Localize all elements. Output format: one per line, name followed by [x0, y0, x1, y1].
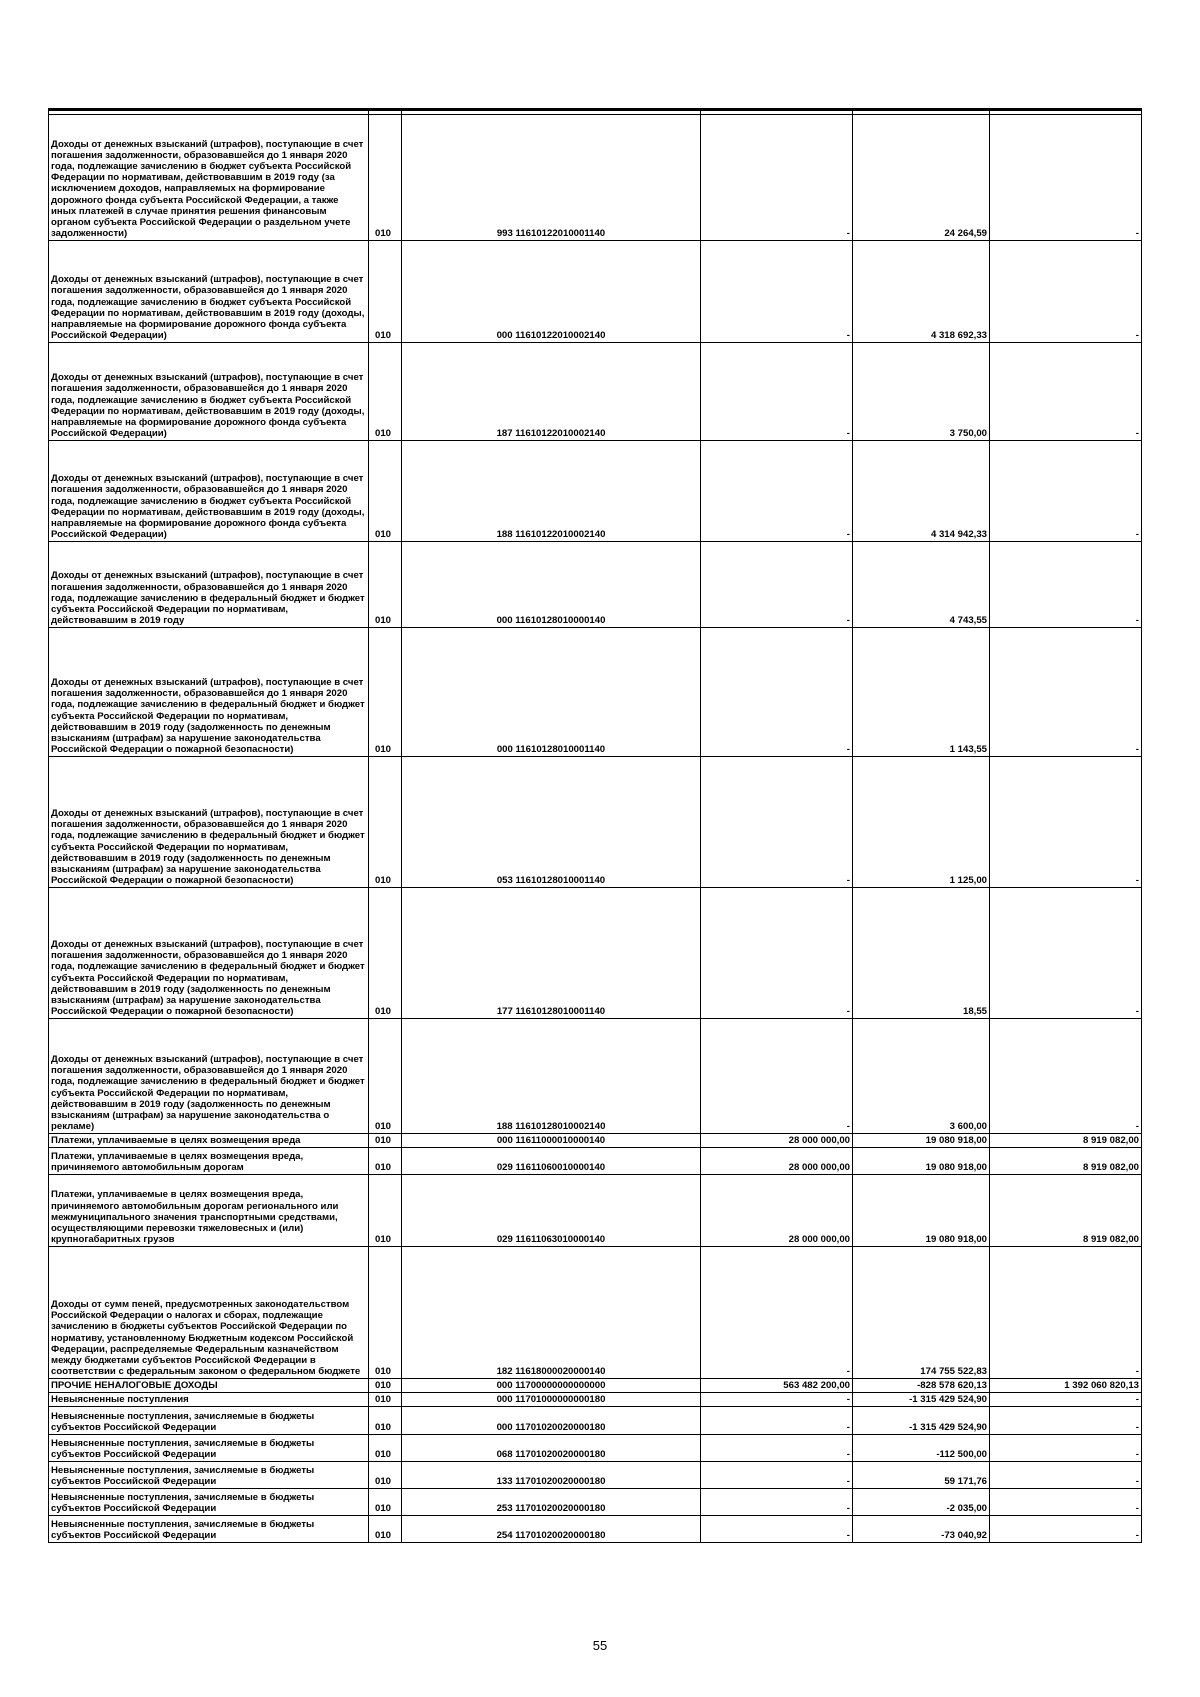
row-unexecuted-cell: - — [990, 757, 1142, 888]
row-name-cell: Невыясненные поступления, зачисляемые в бюджеты субъектов Российской Федерации — [49, 1407, 369, 1435]
row-name-cell: Доходы от денежных взысканий (штрафов), поступающие в счет погашения задолженности, образовавшейся до 1 января 2020 года, подлежащие зачислению в федеральный бюджет и бюджет субъекта Российской Федерации по нормативам, действовавшим в 2019 году (задолженность по денежным взысканиям (штрафам) за нарушение законодательства Российской Федерации о пожарной безопасности) — [49, 757, 369, 888]
row-executed-cell: 59 171,76 — [853, 1462, 990, 1489]
row-executed-cell: 4 743,55 — [853, 542, 990, 628]
row-executed-cell: 19 080 918,00 — [853, 1134, 990, 1148]
row-name-cell: Доходы от денежных взысканий (штрафов), поступающие в счет погашения задолженности, образовавшейся до 1 января 2020 года, подлежащие зачислению в бюджет субъекта Российской Федерации по нормативам, действовавшим в 2019 году (за исключением доходов, направляемых на формирование дорожного фонда субъекта Российской Федерации, а также иных платежей в случае принятия решения финансовым органом субъекта Российской Федерации о раздельном учете задолженности) — [49, 115, 369, 241]
table-row — [49, 1134, 1142, 1148]
table-row — [49, 343, 1142, 441]
row-income-code-cell: 000 11610128010000140 — [402, 542, 701, 628]
row-approved-cell: - — [701, 1462, 853, 1489]
row-line-code-cell: 010 — [369, 1462, 402, 1489]
row-name-cell: Невыясненные поступления, зачисляемые в бюджеты субъектов Российской Федерации — [49, 1435, 369, 1462]
row-unexecuted-cell: - — [990, 241, 1142, 343]
row-name-cell: Невыясненные поступления, зачисляемые в бюджеты субъектов Российской Федерации — [49, 1462, 369, 1489]
row-income-code-cell: 993 11610122010001140 — [402, 115, 701, 241]
row-name-cell: Доходы от денежных взысканий (штрафов), поступающие в счет погашения задолженности, образовавшейся до 1 января 2020 года, подлежащие зачислению в федеральный бюджет и бюджет субъекта Российской Федерации по нормативам, действовавшим в 2019 году (задолженность по денежным взысканиям (штрафам) за нарушение законодательства Российской Федерации о пожарной безопасности) — [49, 628, 369, 757]
row-line-code-cell: 010 — [369, 888, 402, 1019]
row-income-code-cell: 053 11610128010001140 — [402, 757, 701, 888]
row-name-cell: Платежи, уплачиваемые в целях возмещения вреда, причиняемого автомобильным дорогам — [49, 1148, 369, 1175]
row-unexecuted-cell: - — [990, 1462, 1142, 1489]
row-approved-cell: - — [701, 757, 853, 888]
row-name-cell: Доходы от денежных взысканий (штрафов), поступающие в счет погашения задолженности, образовавшейся до 1 января 2020 года, подлежащие зачислению в федеральный бюджет и бюджет субъекта Российской Федерации по нормативам, действовавшим в 2019 году (задолженность по денежным взысканиям (штрафам) за нарушение законодательства о рекламе) — [49, 1019, 369, 1134]
row-line-code-cell: 010 — [369, 1134, 402, 1148]
row-unexecuted-cell: - — [990, 542, 1142, 628]
row-executed-cell: 3 600,00 — [853, 1019, 990, 1134]
row-approved-cell: 563 482 200,00 — [701, 1379, 853, 1393]
row-unexecuted-cell: - — [990, 1247, 1142, 1379]
row-unexecuted-cell: - — [990, 628, 1142, 757]
row-unexecuted-cell: - — [990, 1516, 1142, 1543]
row-executed-cell: 3 750,00 — [853, 343, 990, 441]
row-unexecuted-cell: - — [990, 115, 1142, 241]
row-approved-cell: - — [701, 1516, 853, 1543]
row-approved-cell: 28 000 000,00 — [701, 1175, 853, 1247]
row-unexecuted-cell: 8 919 082,00 — [990, 1175, 1142, 1247]
row-line-code-cell: 010 — [369, 343, 402, 441]
row-line-code-cell: 010 — [369, 1175, 402, 1247]
row-executed-cell: 24 264,59 — [853, 115, 990, 241]
row-approved-cell: 28 000 000,00 — [701, 1134, 853, 1148]
row-unexecuted-cell: 8 919 082,00 — [990, 1134, 1142, 1148]
row-executed-cell: 19 080 918,00 — [853, 1148, 990, 1175]
row-name-cell: Доходы от сумм пеней, предусмотренных законодательством Российской Федерации о налогах и сборах, подлежащие зачислению в бюджеты субъектов Российской Федерации по нормативу, установленному Бюджетным кодексом Российской Федерации, распределяемые Федеральным казначейством между бюджетами субъектов Российской Федерации в соответствии с федеральным законом о федеральном бюджете — [49, 1247, 369, 1379]
table-row — [49, 241, 1142, 343]
row-approved-cell: - — [701, 1407, 853, 1435]
table-row — [49, 1516, 1142, 1543]
row-executed-cell: -2 035,00 — [853, 1489, 990, 1516]
table-row — [49, 1175, 1142, 1247]
row-unexecuted-cell: 1 392 060 820,13 — [990, 1379, 1142, 1393]
row-income-code-cell: 187 11610122010002140 — [402, 343, 701, 441]
row-name-cell: Доходы от денежных взысканий (штрафов), поступающие в счет погашения задолженности, образовавшейся до 1 января 2020 года, подлежащие зачислению в федеральный бюджет и бюджет субъекта Российской Федерации по нормативам, действовавшим в 2019 году — [49, 542, 369, 628]
row-income-code-cell: 029 11611063010000140 — [402, 1175, 701, 1247]
row-executed-cell: -73 040,92 — [853, 1516, 990, 1543]
table-row — [49, 1247, 1142, 1379]
row-line-code-cell: 010 — [369, 441, 402, 542]
row-line-code-cell: 010 — [369, 628, 402, 757]
row-line-code-cell: 010 — [369, 1435, 402, 1462]
row-approved-cell: - — [701, 241, 853, 343]
revenue-table — [48, 108, 1142, 1543]
row-income-code-cell: 177 11610128010001140 — [402, 888, 701, 1019]
row-income-code-cell: 133 11701020020000180 — [402, 1462, 701, 1489]
row-income-code-cell: 068 11701020020000180 — [402, 1435, 701, 1462]
row-name-cell: Доходы от денежных взысканий (штрафов), поступающие в счет погашения задолженности, образовавшейся до 1 января 2020 года, подлежащие зачислению в бюджет субъекта Российской Федерации по нормативам, действовавшим в 2019 году (доходы, направляемые на формирование дорожного фонда субъекта Российской Федерации) — [49, 343, 369, 441]
table-row — [49, 1379, 1142, 1393]
row-line-code-cell: 010 — [369, 1407, 402, 1435]
row-executed-cell: 1 125,00 — [853, 757, 990, 888]
table-row — [49, 628, 1142, 757]
table-row — [49, 1462, 1142, 1489]
row-line-code-cell: 010 — [369, 1247, 402, 1379]
row-approved-cell: - — [701, 343, 853, 441]
row-executed-cell: 18,55 — [853, 888, 990, 1019]
row-line-code-cell: 010 — [369, 757, 402, 888]
row-line-code-cell: 010 — [369, 1019, 402, 1134]
table-row — [49, 115, 1142, 241]
table-row — [49, 1393, 1142, 1407]
table-row — [49, 888, 1142, 1019]
row-line-code-cell: 010 — [369, 542, 402, 628]
row-approved-cell: - — [701, 1489, 853, 1516]
row-executed-cell: 4 314 942,33 — [853, 441, 990, 542]
row-name-cell: Доходы от денежных взысканий (штрафов), поступающие в счет погашения задолженности, образовавшейся до 1 января 2020 года, подлежащие зачислению в бюджет субъекта Российской Федерации по нормативам, действовавшим в 2019 году (доходы, направляемые на формирование дорожного фонда субъекта Российской Федерации) — [49, 441, 369, 542]
row-name-cell: Доходы от денежных взысканий (штрафов), поступающие в счет погашения задолженности, образовавшейся до 1 января 2020 года, подлежащие зачислению в бюджет субъекта Российской Федерации по нормативам, действовавшим в 2019 году (доходы, направляемые на формирование дорожного фонда субъекта Российской Федерации) — [49, 241, 369, 343]
row-line-code-cell: 010 — [369, 1148, 402, 1175]
row-executed-cell: -112 500,00 — [853, 1435, 990, 1462]
row-approved-cell: - — [701, 1435, 853, 1462]
row-income-code-cell: 000 11701020020000180 — [402, 1407, 701, 1435]
row-approved-cell: - — [701, 542, 853, 628]
row-income-code-cell: 182 11618000020000140 — [402, 1247, 701, 1379]
row-approved-cell: - — [701, 628, 853, 757]
table-row — [49, 441, 1142, 542]
row-income-code-cell: 188 11610128010002140 — [402, 1019, 701, 1134]
row-line-code-cell: 010 — [369, 241, 402, 343]
row-name-cell: Платежи, уплачиваемые в целях возмещения вреда, причиняемого автомобильным дорогам регионального или межмуниципального значения транспортными средствами, осуществляющими перевозки тяжеловесных и (или) крупногабаритных грузов — [49, 1175, 369, 1247]
row-income-code-cell: 000 11610128010001140 — [402, 628, 701, 757]
row-executed-cell: -828 578 620,13 — [853, 1379, 990, 1393]
row-name-cell: Доходы от денежных взысканий (штрафов), поступающие в счет погашения задолженности, образовавшейся до 1 января 2020 года, подлежащие зачислению в федеральный бюджет и бюджет субъекта Российской Федерации по нормативам, действовавшим в 2019 году (задолженность по денежным взысканиям (штрафам) за нарушение законодательства Российской Федерации о пожарной безопасности) — [49, 888, 369, 1019]
row-name-cell: Невыясненные поступления, зачисляемые в бюджеты субъектов Российской Федерации — [49, 1489, 369, 1516]
row-line-code-cell: 010 — [369, 1489, 402, 1516]
row-income-code-cell: 188 11610122010002140 — [402, 441, 701, 542]
row-line-code-cell: 010 — [369, 1393, 402, 1407]
table-row — [49, 1407, 1142, 1435]
row-income-code-cell: 254 11701020020000180 — [402, 1516, 701, 1543]
row-line-code-cell: 010 — [369, 1379, 402, 1393]
table-row — [49, 1435, 1142, 1462]
row-name-cell: Невыясненные поступления, зачисляемые в бюджеты субъектов Российской Федерации — [49, 1516, 369, 1543]
table-row — [49, 1019, 1142, 1134]
row-line-code-cell: 010 — [369, 115, 402, 241]
row-approved-cell: - — [701, 1019, 853, 1134]
table-row — [49, 542, 1142, 628]
row-approved-cell: - — [701, 441, 853, 542]
row-income-code-cell: 000 11701000000000180 — [402, 1393, 701, 1407]
row-unexecuted-cell: - — [990, 1019, 1142, 1134]
page-number: 55 — [592, 1638, 608, 1653]
row-income-code-cell: 253 11701020020000180 — [402, 1489, 701, 1516]
row-income-code-cell: 029 11611060010000140 — [402, 1148, 701, 1175]
row-income-code-cell: 000 11700000000000000 — [402, 1379, 701, 1393]
row-approved-cell: - — [701, 1393, 853, 1407]
row-unexecuted-cell: - — [990, 441, 1142, 542]
row-approved-cell: 28 000 000,00 — [701, 1148, 853, 1175]
row-executed-cell: 4 318 692,33 — [853, 241, 990, 343]
row-executed-cell: -1 315 429 524,90 — [853, 1393, 990, 1407]
row-approved-cell: - — [701, 1247, 853, 1379]
row-line-code-cell: 010 — [369, 1516, 402, 1543]
row-unexecuted-cell: - — [990, 888, 1142, 1019]
row-unexecuted-cell: 8 919 082,00 — [990, 1148, 1142, 1175]
table-row — [49, 1489, 1142, 1516]
table-row — [49, 757, 1142, 888]
row-unexecuted-cell: - — [990, 1393, 1142, 1407]
row-name-cell: Платежи, уплачиваемые в целях возмещения вреда — [49, 1134, 369, 1148]
row-approved-cell: - — [701, 115, 853, 241]
row-unexecuted-cell: - — [990, 343, 1142, 441]
row-unexecuted-cell: - — [990, 1489, 1142, 1516]
row-executed-cell: 19 080 918,00 — [853, 1175, 990, 1247]
row-name-cell: Невыясненные поступления — [49, 1393, 369, 1407]
row-income-code-cell: 000 11610122010002140 — [402, 241, 701, 343]
row-approved-cell: - — [701, 888, 853, 1019]
row-executed-cell: -1 315 429 524,90 — [853, 1407, 990, 1435]
row-unexecuted-cell: - — [990, 1435, 1142, 1462]
row-unexecuted-cell: - — [990, 1407, 1142, 1435]
row-name-cell: ПРОЧИЕ НЕНАЛОГОВЫЕ ДОХОДЫ — [49, 1379, 369, 1393]
row-executed-cell: 174 755 522,83 — [853, 1247, 990, 1379]
row-income-code-cell: 000 11611000010000140 — [402, 1134, 701, 1148]
table-row — [49, 1148, 1142, 1175]
row-executed-cell: 1 143,55 — [853, 628, 990, 757]
